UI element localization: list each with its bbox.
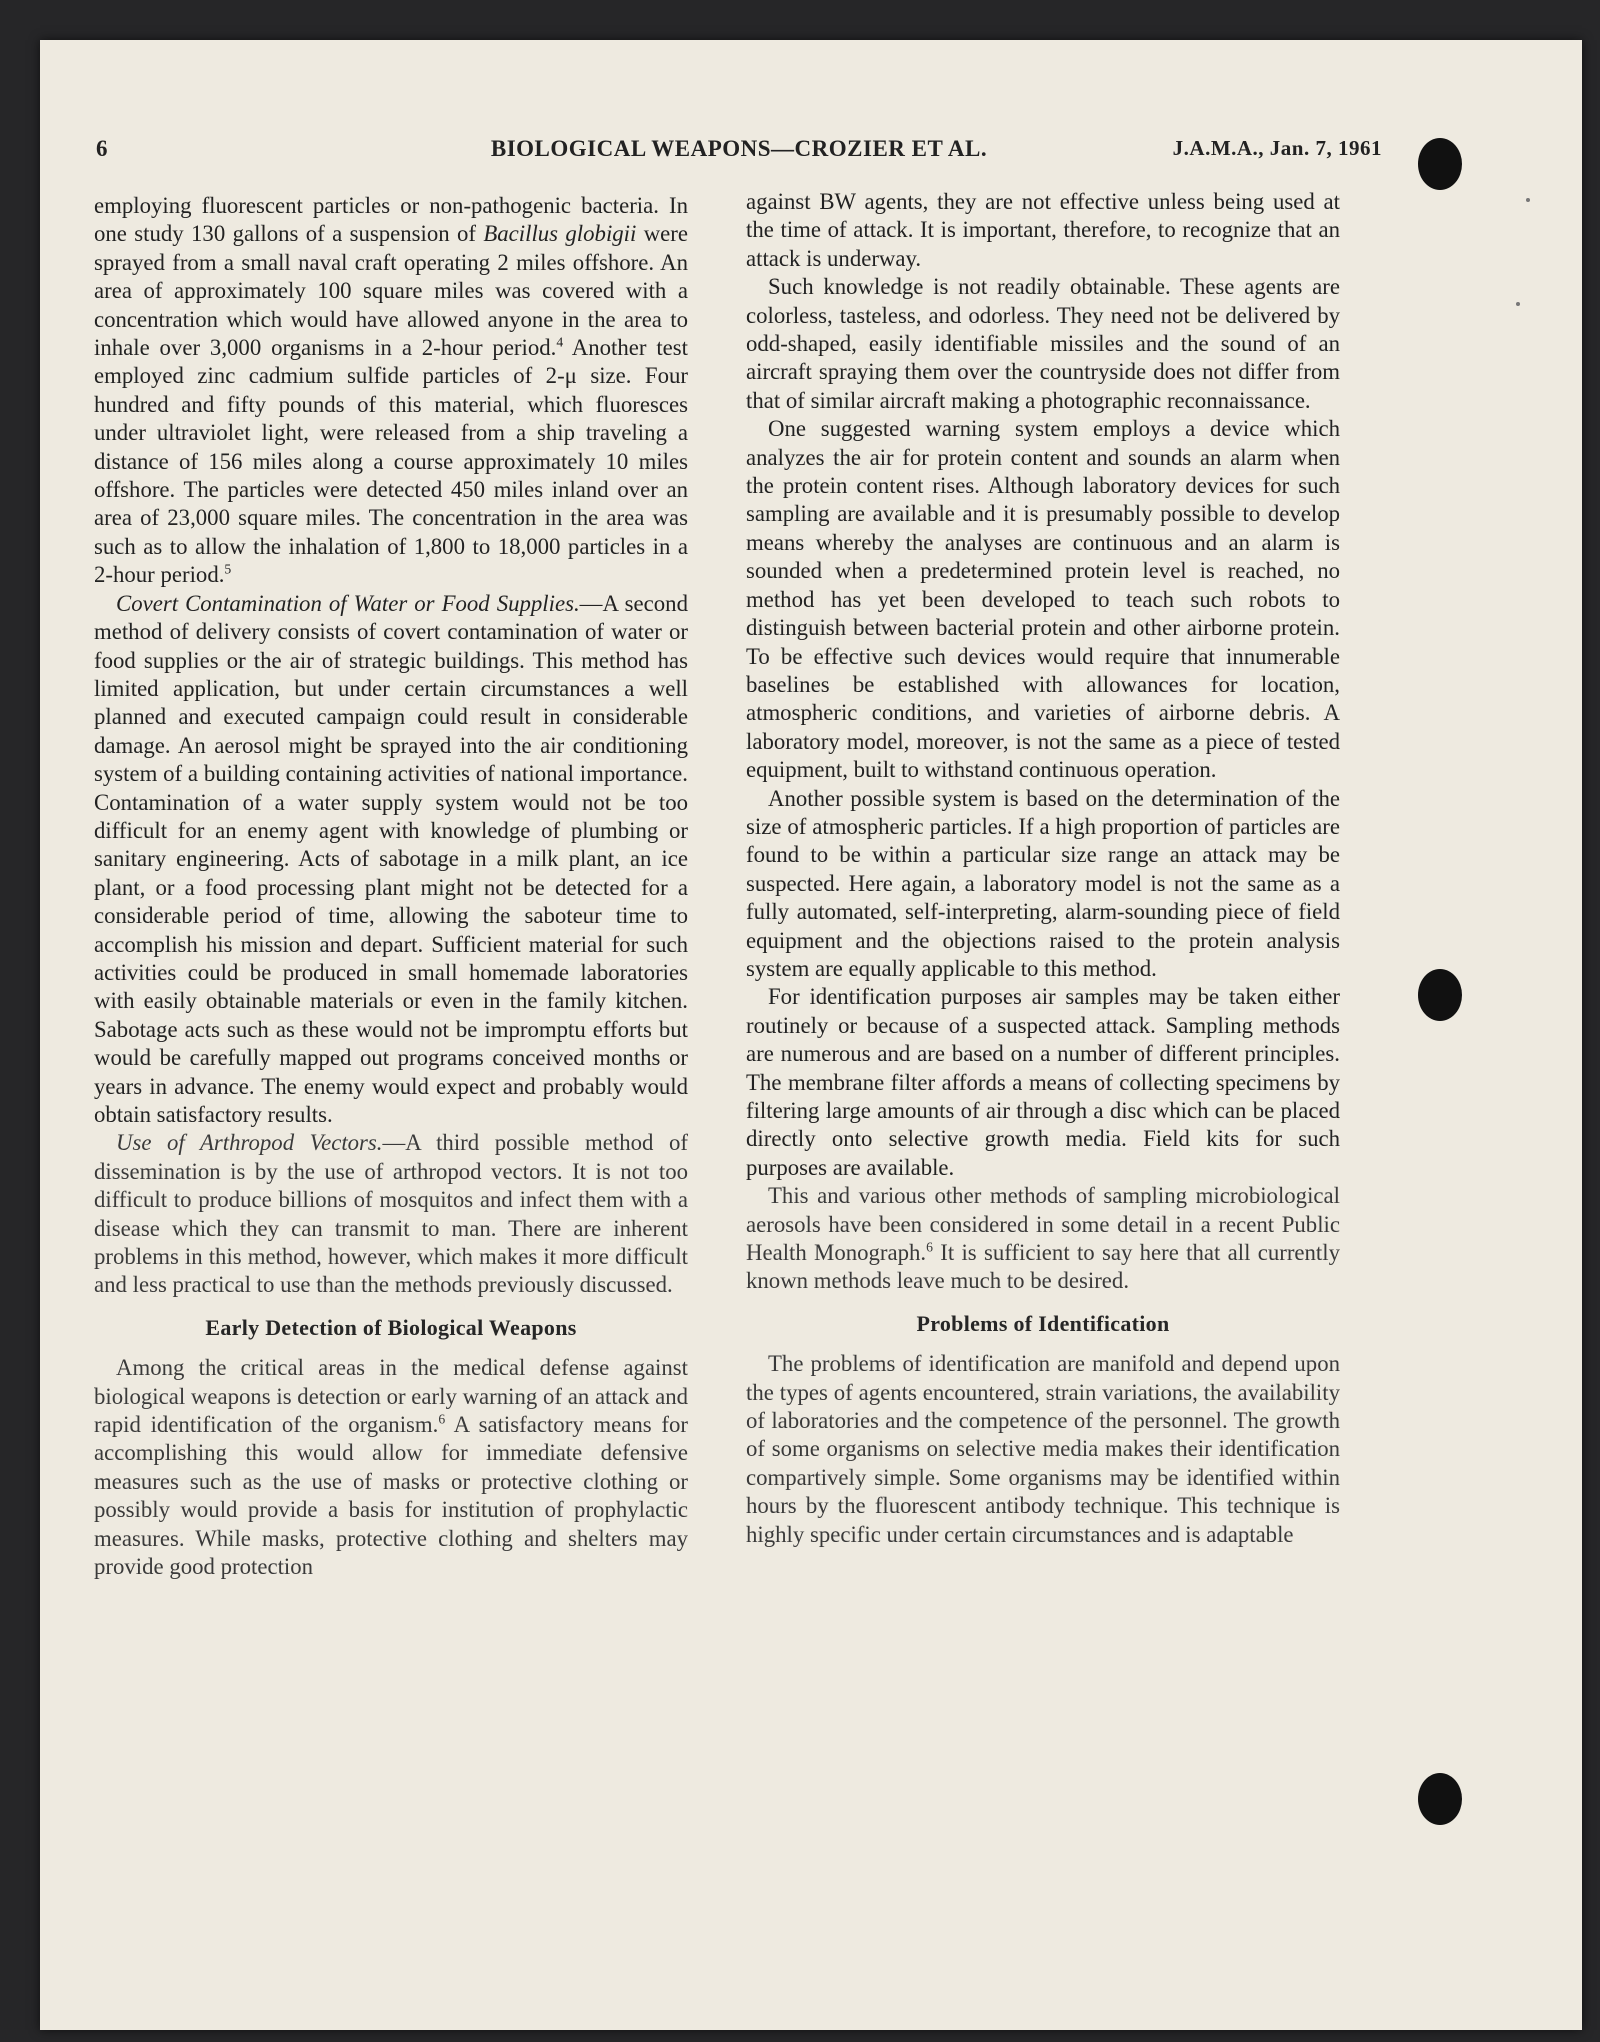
paragraph bbox=[94, 590, 688, 1130]
left-column bbox=[94, 192, 688, 1582]
page-number: 6 bbox=[96, 136, 108, 161]
run-in-heading: Covert Contamination of Water or Food Supplies. bbox=[116, 590, 580, 616]
paragraph: One suggested warning system employs a device which analyzes the air for protein content and sounds an alarm when the protein content rises. Although laboratory devices for such sampling are available and it is presumably possible to develop means whereby the analyses are continuous and an alarm is sounded when a predetermined protein level is reached, no method has yet been developed to teach such robots to distinguish between bacterial protein and other airborne protein. To be effective such devices would require that innumerable baselines be established with allowances for location, atmospheric conditions, and varieties of airborne debris. A laboratory model, moreover, is not the same as a piece of tested equipment, built to withstand continuous operation. bbox=[746, 416, 1340, 783]
right-column bbox=[746, 188, 1340, 1549]
paragraph-text: Among the critical areas in the medical defense against biological weapons is detection or early warning of an attack and rapid identification of the organism. bbox=[94, 1355, 688, 1438]
paragraph: against BW agents, they are not effective unless being used at the time of attack. It is important, therefore, to recognize that an attack is underway. bbox=[746, 189, 1340, 271]
paragraph bbox=[746, 1182, 1340, 1296]
binder-hole-bottom bbox=[1418, 1773, 1462, 1825]
paragraph bbox=[94, 1129, 688, 1299]
paragraph: The problems of identification are manifold and depend upon the types of agents encountered, strain variations, the availability of laboratories and the competence of the personnel. The growth of some organisms on selective media makes their identification compartively simple. Some organisms may be identified within hours by the fluorescent antibody technique. This technique is highly specific under certain circumstances and is adaptable bbox=[746, 1351, 1340, 1547]
paragraph-text: This and various other methods of sampling microbiological aerosols have been considered in some detail in a recent Public Health Monograph. bbox=[746, 1183, 1340, 1266]
binder-hole-top bbox=[1418, 138, 1462, 190]
paragraph-text: —A second method of delivery consists of covert contamination of water or food supplies or the air of strategic buildings. This method has limited application, but under certain circumstances a well planned and executed campaign could result in considerable damage. An aerosol might be sprayed into the air conditioning system of a building containing activities of national importance. Contamination of a water supply system would not be too difficult for an enemy agent with knowledge of plumbing or sanitary engineering. Acts of sabotage in a milk plant, an ice plant, or a food processing plant might not be detected for a considerable period of time, allowing the saboteur time to accomplish his mission and depart. Sufficient material for such activities could be produced in small homemade laboratories with easily obtainable materials or even in the family kitchen. Sabotage acts such as these would not be impromptu efforts but would be carefully mapped out programs conceived months or years in advance. The enemy would expect and probably would obtain satisfactory results. bbox=[94, 590, 688, 1127]
paragraph: For identification purposes air samples may be taken either routinely or because of a suspected attack. Sampling methods are numerous and are based on a number of different principles. The membrane filter affords a means of collecting specimens by filtering large amounts of air through a disc which can be placed directly onto selective growth media. Field kits for such purposes are available. bbox=[746, 984, 1340, 1180]
section-heading: Early Detection of Biological Weapons bbox=[205, 1314, 577, 1340]
footnote-ref: 5 bbox=[224, 561, 232, 577]
footnote-ref: 4 bbox=[556, 334, 564, 350]
paragraph-text: were sprayed from a small naval craft operating 2 miles offshore. An area of approximately 100 square miles was covered with a concentration which would have allowed anyone in the area to inhale over 3,000 organisms in a 2-hour period. bbox=[94, 221, 688, 361]
paragraph-text: It is sufficient to say here that all currently known methods leave much to be desired. bbox=[746, 1240, 1340, 1294]
journal-citation: J.A.M.A., Jan. 7, 1961 bbox=[1172, 136, 1382, 160]
paragraph-text: employing fluorescent particles or non-pathogenic bacteria. In one study 130 gallons of a suspension of bbox=[94, 193, 688, 247]
document-page bbox=[40, 40, 1582, 2030]
paragraph bbox=[94, 1354, 688, 1581]
paragraph-text: A satisfactory means for accomplishing this would allow for immediate defensive measures such as the use of masks or protective clothing or possibly would provide a basis for institution of prophylactic measures. While masks, protective clothing and shelters may provide good protection bbox=[94, 1412, 688, 1580]
species-name: Bacillus globigii bbox=[483, 221, 637, 247]
paper-speck bbox=[1526, 198, 1530, 202]
paragraph: Another possible system is based on the determination of the size of atmospheric particles. If a high proportion of particles are found to be within a particular size range an attack may be suspected. Here again, a laboratory model is not the same as a fully automated, self-interpreting, alarm-sounding piece of field equipment and the objections raised to the protein analysis system are equally applicable to this method. bbox=[746, 785, 1340, 981]
paragraph-text: Another test employed zinc cadmium sulfide particles of 2-μ size. Four hundred and fifty pounds of this material, which fluoresces under ultraviolet light, were released from a ship traveling a distance of 156 miles along a course approximately 10 miles offshore. The particles were detected 450 miles inland over an area of 23,000 square miles. The concentration in the area was such as to allow the inhalation of 1,800 to 18,000 particles in a 2-hour period. bbox=[94, 335, 688, 588]
paragraph bbox=[94, 192, 688, 590]
paper-speck bbox=[1516, 302, 1520, 306]
section-heading: Problems of Identification bbox=[916, 1310, 1170, 1336]
paragraph-text: —A third possible method of dissemination is by the use of arthropod vectors. It is not too difficult to produce billions of mosquitos and infect them with a disease which they can transmit to man. There are inherent problems in this method, however, which makes it more difficult and less practical to use than the methods previously discussed. bbox=[94, 1130, 688, 1298]
binder-hole-middle bbox=[1418, 969, 1462, 1021]
footnote-ref: 6 bbox=[926, 1239, 933, 1255]
paragraph: Such knowledge is not readily obtainable. These agents are colorless, tasteless, and odorless. They need not be delivered by odd-shaped, easily identifiable missiles and the sound of an aircraft spraying them over the countryside does not differ from that of similar aircraft making a photographic reconnaissance. bbox=[746, 274, 1340, 413]
footnote-ref: 6 bbox=[438, 1411, 446, 1427]
running-header bbox=[96, 136, 1382, 176]
run-in-heading: Use of Arthropod Vectors. bbox=[116, 1130, 383, 1156]
running-title: BIOLOGICAL WEAPONS—CROZIER ET AL. bbox=[490, 136, 988, 161]
